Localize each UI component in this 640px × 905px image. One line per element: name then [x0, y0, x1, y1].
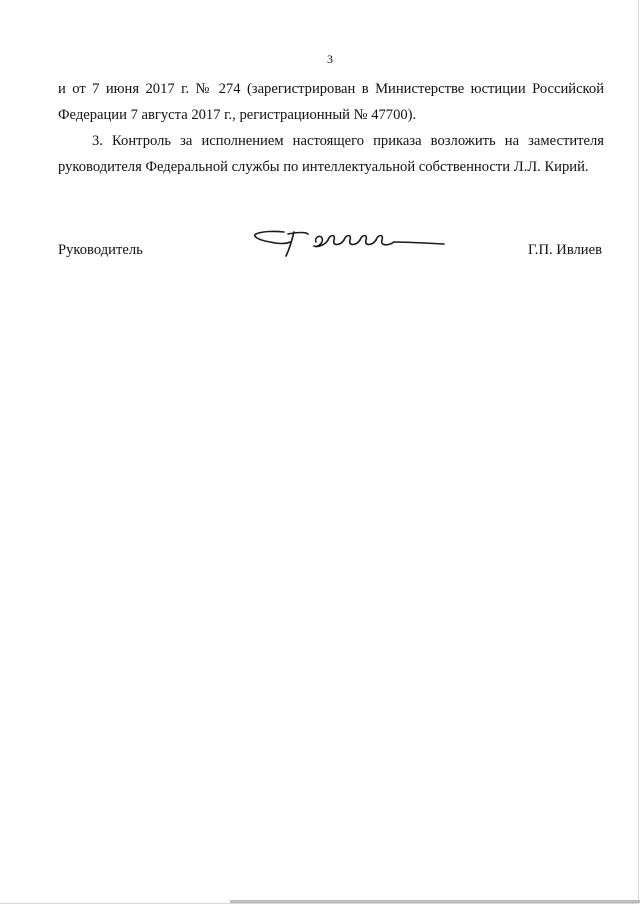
- paragraph-line: Федерации 7 августа 2017 г., регистрационный № 47700).: [58, 107, 417, 123]
- paragraph-line: 3. Контроль за исполнением настоящего приказа возложить на заместителя: [92, 133, 604, 149]
- signatory-title: Руководитель: [58, 242, 143, 258]
- signatory-name: Г.П. Ивлиев: [528, 242, 602, 258]
- page-number: 3: [327, 52, 333, 66]
- page-edge: [230, 900, 640, 903]
- paragraph-line: руководителя Федеральной службы по интеллектуальной собственности Л.Л. Кирий.: [58, 159, 589, 175]
- paragraph-line: и от 7 июня 2017 г. № 274 (зарегистрирован в Министерстве юстиции Российской: [58, 81, 604, 97]
- handwritten-signature: [248, 222, 448, 262]
- paragraph-amendment-reference: [58, 76, 604, 128]
- paragraph-control-clause: [58, 128, 604, 180]
